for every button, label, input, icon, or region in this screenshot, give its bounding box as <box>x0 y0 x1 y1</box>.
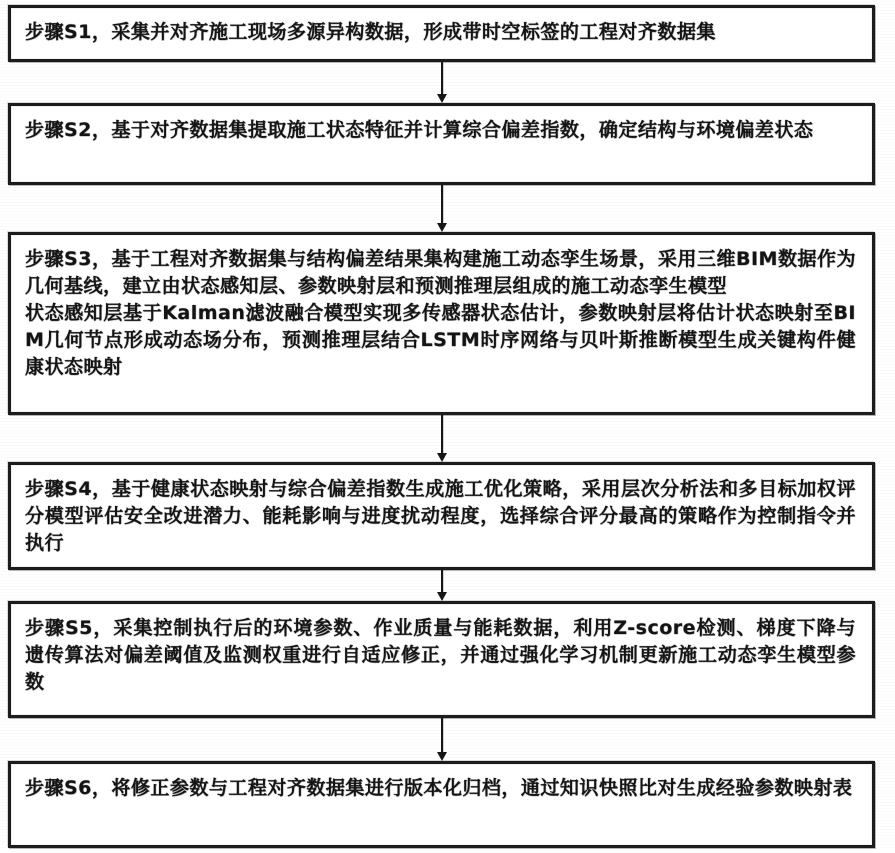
arrow-line <box>441 415 443 454</box>
arrow-line <box>441 62 443 95</box>
down-arrow <box>8 62 875 103</box>
step-s4-text: 步骤S4，基于健康状态映射与综合偏差指数生成施工优化策略，采用层次分析法和多目标加权评分模型评估安全改进潜力、能耗影响与进度扰动程度，选择综合评分最高的策略作为控制指令并执行 <box>25 478 856 554</box>
arrow-line <box>441 718 443 753</box>
down-arrow <box>8 570 875 601</box>
step-box-s4 <box>8 462 875 570</box>
step-s6-text: 步骤S6，将修正参数与工程对齐数据集进行版本化归档，通过知识快照比对生成经验参数映射表 <box>25 777 853 799</box>
flowchart <box>8 0 875 848</box>
down-arrow <box>8 415 875 462</box>
down-arrow <box>8 718 875 761</box>
step-s1-text: 步骤S1，采集并对齐施工现场多源异构数据，形成带时空标签的工程对齐数据集 <box>25 21 716 43</box>
step-box-s5 <box>8 601 875 718</box>
step-box-s6 <box>8 761 875 848</box>
arrow-line <box>441 570 443 593</box>
step-s2-text: 步骤S2，基于对齐数据集提取施工状态特征并计算综合偏差指数，确定结构与环境偏差状态 <box>25 119 814 141</box>
step-box-s3 <box>8 232 875 415</box>
arrow-head-icon <box>437 223 447 232</box>
step-s5-text: 步骤S5，采集控制执行后的环境参数、作业质量与能耗数据，利用Z-score检测、梯度下降与遗传算法对偏差阈值及监测权重进行自适应修正，并通过强化学习机制更新施工动态孪生模型参数 <box>25 617 856 693</box>
arrow-line <box>441 185 443 224</box>
step-s3-text: 步骤S3，基于工程对齐数据集与结构偏差结果集构建施工动态孪生场景，采用三维BIM数据作为几何基线，建立由状态感知层、参数映射层和预测推理层组成的施工动态孪生模型 <box>25 248 856 297</box>
arrow-head-icon <box>437 752 447 761</box>
arrow-head-icon <box>437 592 447 601</box>
step-box-s2 <box>8 103 875 185</box>
arrow-head-icon <box>437 453 447 462</box>
down-arrow <box>8 185 875 232</box>
arrow-head-icon <box>437 94 447 103</box>
step-box-s1 <box>8 5 875 62</box>
step-s3-text-2: 状态感知层基于Kalman滤波融合模型实现多传感器状态估计，参数映射层将估计状态映射至BIM几何节点形成动态场分布，预测推理层结合LSTM时序网络与贝叶斯推断模型生成关键构件健康状态映射 <box>25 302 856 378</box>
